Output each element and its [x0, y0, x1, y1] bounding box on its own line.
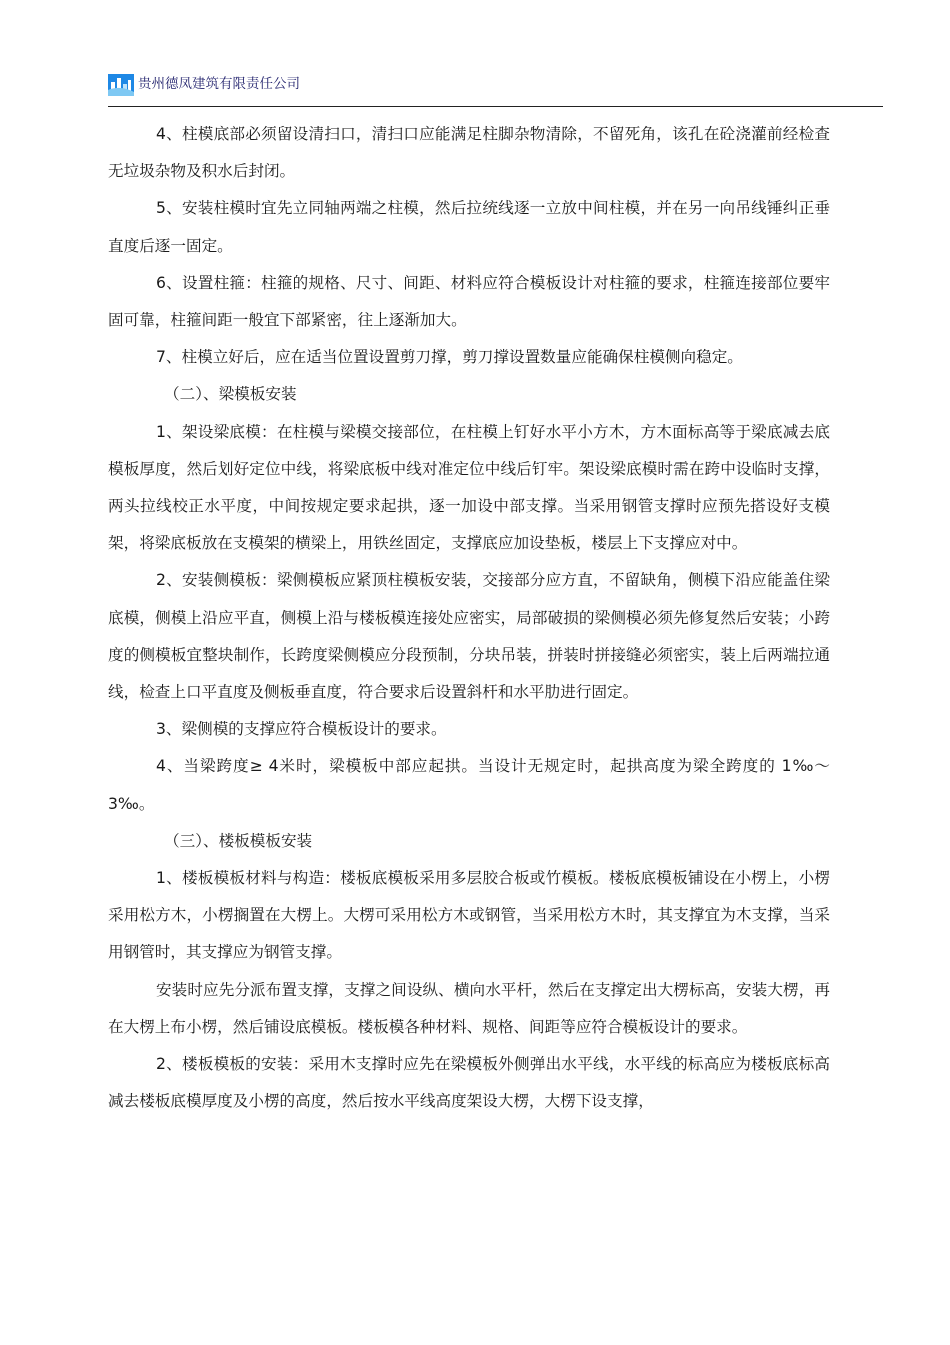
section-heading: （三）、楼板模板安装	[164, 831, 313, 850]
paragraph: 6、设置柱箍：柱箍的规格、尺寸、间距、材料应符合模板设计对柱箍的要求，柱箍连接部位要牢固可靠，柱箍间距一般宜下部紧密，往上逐渐加大。	[108, 273, 830, 330]
paragraph: 2、安装侧模板：梁侧模板应紧顶柱模板安装，交接部分应方直，不留缺角，侧模下沿应能盖住梁底模，侧模上沿应平直，侧模上沿与楼板模连接处应密实，局部破损的梁侧模必须先修复然后安装；小跨度的侧模板宜整块制作，长跨度梁侧模应分段预制，分块吊装，拼装时拼接缝必须密实，装上后两端拉通线，检查上口平直度及侧板垂直度，符合要求后设置斜杆和水平肋进行固定。	[108, 571, 830, 702]
paragraph: 2、楼板模板的安装：采用木支撑时应先在梁模板外侧弹出水平线，水平线的标高应为楼板底标高减去楼板底模厚度及小楞的高度，然后按水平线高度架设大楞，大楞下设支撑，	[108, 1055, 830, 1111]
header-divider	[108, 106, 883, 107]
paragraph: 4、柱模底部必须留设清扫口，清扫口应能满足柱脚杂物清除，不留死角，该孔在砼浇灌前经检查无垃圾杂物及积水后封闭。	[108, 125, 830, 181]
company-name: 贵州德凤建筑有限责任公司	[138, 76, 300, 92]
paragraph: 1、架设梁底模：在柱模与梁模交接部位，在柱模上钉好水平小方木，方木面标高等于梁底减去底模板厚度，然后划好定位中线，将梁底板中线对准定位中线后钉牢。架设梁底模时需在跨中设临时支撑，两头拉线校正水平度，中间按规定要求起拱，逐一加设中部支撑。当采用钢管支撑时应预先搭设好支模架，将梁底板放在支模架的横梁上，用铁丝固定，支撑底应加设垫板，楼层上下支撑应对中。	[108, 422, 830, 553]
section-heading: （二）、梁模板安装	[164, 385, 297, 404]
building-logo-icon	[108, 74, 134, 96]
page-header	[108, 68, 883, 108]
document-body	[108, 116, 830, 1120]
paragraph: 3、梁侧模的支撑应符合模板设计的要求。	[156, 720, 447, 739]
paragraph: 1、楼板模板材料与构造：楼板底模板采用多层胶合板或竹模板。楼板底模板铺设在小楞上，小楞采用松方木，小楞搁置在大楞上。大楞可采用松方木或钢管，当采用松方木时，其支撑宜为木支撑，当采用钢管时，其支撑应为钢管支撑。	[108, 869, 830, 962]
paragraph: 7、柱模立好后，应在适当位置设置剪刀撑，剪刀撑设置数量应能确保柱模侧向稳定。	[156, 348, 743, 367]
paragraph: 4、当梁跨度≥ 4米时，梁模板中部应起拱。当设计无规定时，起拱高度为梁全跨度的 1‰～ 3‰。	[108, 757, 830, 813]
paragraph: 安装时应先分派布置支撑，支撑之间设纵、横向水平杆，然后在支撑定出大楞标高，安装大楞，再在大楞上布小楞，然后铺设底模板。楼板模各种材料、规格、间距等应符合模板设计的要求。	[108, 980, 830, 1036]
paragraph: 5、安装柱模时宜先立同轴两端之柱模，然后拉统线逐一立放中间柱模，并在另一向吊线锤纠正垂直度后逐一固定。	[108, 199, 830, 255]
